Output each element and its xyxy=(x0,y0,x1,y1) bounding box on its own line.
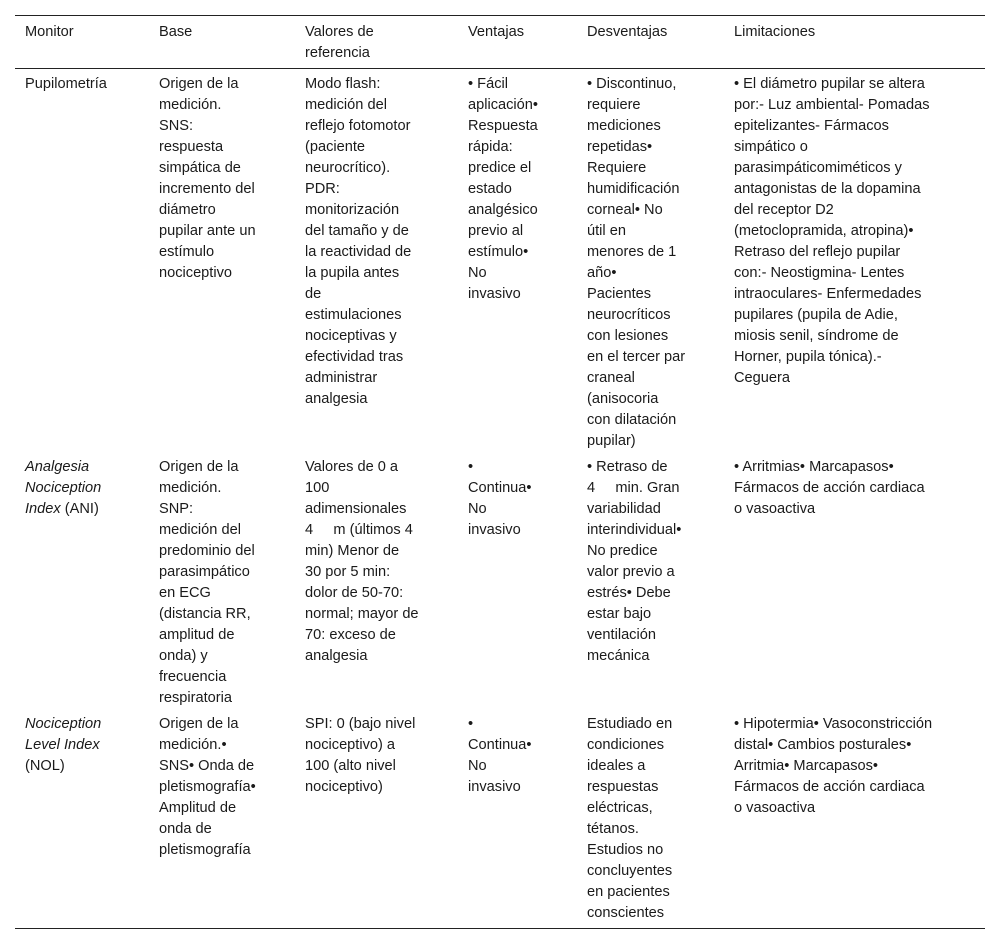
monitor-name-suffix: (ANI) xyxy=(60,501,99,517)
cell-valores-referencia: Modo flash: medición del reflejo fotomotor (paciente neurocrítico). PDR: monitorización del tamaño y de la reactividad de la pupila antes de estimulaciones nociceptivas y efectividad tras administrar analgesia xyxy=(305,76,412,407)
table-row xyxy=(15,69,985,453)
cell-valores-referencia: Valores de 0 a 100 adimensionales 4 m (últimos 4 min) Menor de 30 por 5 min: dolor de 50-70: normal; mayor de 70: exceso de analgesia xyxy=(305,459,419,664)
cell-monitor xyxy=(15,69,149,453)
cell-limitaciones: • Arritmias• Marcapasos• Fármacos de acción cardiaca o vasoactiva xyxy=(734,459,925,517)
monitor-comparison-table xyxy=(15,15,985,929)
cell-desventajas: Estudiado en condiciones ideales a respuestas eléctricas, tétanos. Estudios no concluyentes en pacientes conscientes xyxy=(587,716,673,921)
monitor-name: Pupilometría xyxy=(25,76,107,92)
monitor-name-italic: Analgesia Nociception Index xyxy=(25,459,102,517)
cell-limitaciones: • El diámetro pupilar se altera por:- Luz ambiental- Pomadas epitelizantes- Fármacos simpático o parasimpáticomiméticos y antagonistas de la dopamina del receptor D2 (metoclopramida, atropina)• Retraso del reflejo pupilar con:- Neostigmina- Lentes intraoculares- Enfermedades pupilares (pupila de Adie, miosis senil, síndrome de Horner, pupila tónica).- Ceguera xyxy=(734,76,930,386)
table-row xyxy=(15,452,985,709)
cell-ventajas: • Continua• No invasivo xyxy=(468,459,532,538)
cell-ventajas: • Fácil aplicación• Respuesta rápida: predice el estado analgésico previo al estímulo• No invasivo xyxy=(468,76,539,302)
header-limitaciones: Limitaciones xyxy=(734,24,816,40)
cell-base: Origen de la medición. SNS: respuesta simpática de incremento del diámetro pupilar ante un estímulo nociceptivo xyxy=(159,76,256,281)
header-valores-referencia: Valores de referencia xyxy=(305,24,374,61)
header-monitor: Monitor xyxy=(25,24,74,40)
cell-monitor xyxy=(15,709,149,929)
header-desventajas: Desventajas xyxy=(587,24,668,40)
table-row xyxy=(15,709,985,929)
monitor-name-italic: Nociception Level Index xyxy=(25,716,102,753)
cell-base: Origen de la medición.• SNS• Onda de pletismografía• Amplitud de onda de pletismografía xyxy=(159,716,256,858)
cell-valores-referencia: SPI: 0 (bajo nivel nociceptivo) a 100 (alto nivel nociceptivo) xyxy=(305,716,416,795)
cell-ventajas: • Continua• No invasivo xyxy=(468,716,532,795)
header-base: Base xyxy=(159,24,193,40)
cell-desventajas: • Retraso de 4 min. Gran variabilidad interindividual• No predice valor previo a estrés• Debe estar bajo ventilación mecánica xyxy=(587,459,682,664)
monitor-comparison-table-container xyxy=(15,15,985,929)
cell-desventajas: • Discontinuo, requiere mediciones repetidas• Requiere humidificación corneal• No útil en menores de 1 año• Pacientes neurocríticos con lesiones en el tercer par craneal (anisocoria con dilatación pupilar) xyxy=(587,76,686,449)
cell-limitaciones: • Hipotermia• Vasoconstricción distal• Cambios posturales• Arritmia• Marcapasos• Fármacos de acción cardiaca o vasoactiva xyxy=(734,716,933,816)
header-ventajas: Ventajas xyxy=(468,24,524,40)
header-row xyxy=(15,16,985,69)
monitor-name-suffix: (NOL) xyxy=(25,758,65,774)
cell-base: Origen de la medición. SNP: medición del predominio del parasimpático en ECG (distancia RR, amplitud de onda) y frecuencia respiratoria xyxy=(159,459,255,706)
cell-monitor xyxy=(15,452,149,709)
